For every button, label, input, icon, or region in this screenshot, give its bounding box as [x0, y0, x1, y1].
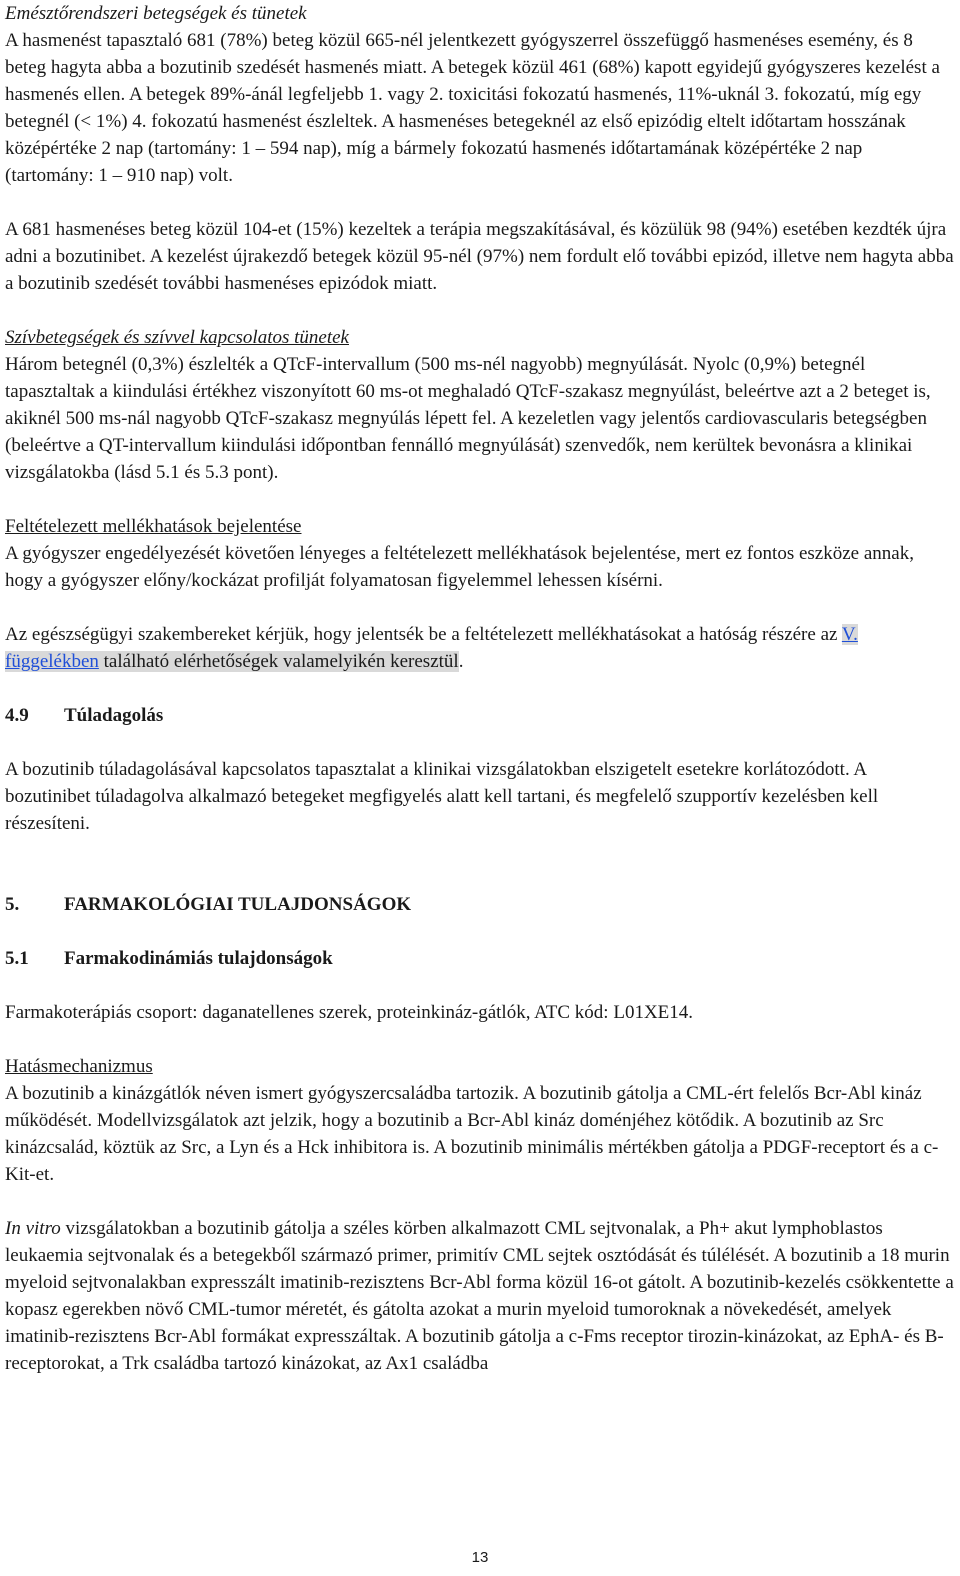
- pharmacological-section-number: 5.: [5, 894, 20, 915]
- in-vitro-text: vizsgálatokban a bozutinib gátolja a széles körben alkalmazott CML sejtvonalak, a Ph+ akut lymphoblastos leukaemia sejtvonalak és a betegekből származó primer, primitív CML sejtek osztódását és túlélését. A bozutinib a 18 murin myeloid sejtvonalakban expresszált imatinib-rezisztens Bcr-Abl forma közül 16-ot gátolt. A bozutinib-kezelés csökkentette a kopasz egerekben növő CML-tumor méretét, és gátolta azokat a murin myeloid tumoroknak a növekedését, amelyek imatinib-rezisztens Bcr-Abl formákat expresszáltak. A bozutinib gátolja a c-Fms receptor tirozin-kinázokat, az EphA- és B-receptorokat, a Trk családba tartozó kinázokat, az Ax1 családba: [5, 1218, 954, 1374]
- overdose-heading: [5, 702, 955, 729]
- in-vitro-paragraph: [5, 1215, 955, 1377]
- gi-paragraph-2: A 681 hasmenéses beteg közül 104-et (15%) kezeltek a terápia megszakításával, és közülük 98 (94%) esetében kezdték újra adni a bozutinibet. A kezelést újrakezdő betegek közül 95-nél (97%) nem fordult elő további epizód, illetve nem hagyta abba a bozutinib szedését további hasmenéses epizódok miatt.: [5, 219, 954, 294]
- pharmacodynamic-section-title: Farmakodinámiás tulajdonságok: [64, 948, 333, 969]
- page-number: 13: [471, 1549, 489, 1566]
- reporting-text-before-link: Az egészségügyi szakembereket kérjük, hogy jelentsék be a feltételezett mellékhatásokat a hatóság részére az: [5, 624, 842, 645]
- mechanism-title: Hatásmechanizmus: [5, 1056, 153, 1077]
- overdose-section-title: Túladagolás: [64, 705, 164, 726]
- pharmacodynamic-heading: [5, 945, 955, 972]
- reporting-text-after-link: található elérhetőségek valamelyikén keresztül: [98, 651, 459, 672]
- pharmacological-section-title: FARMAKOLÓGIAI TULAJDONSÁGOK: [64, 894, 412, 915]
- pharmacotherapeutic-group: Farmakoterápiás csoport: daganatellenes szerek, proteinkináz-gátlók, ATC kód: L01XE14.: [5, 1002, 694, 1023]
- pharmacodynamic-section-number: 5.1: [5, 948, 29, 969]
- document-page: [5, 0, 955, 1377]
- reporting-text-end: .: [458, 651, 464, 672]
- gi-section-title: Emésztőrendszeri betegségek és tünetek: [5, 3, 307, 24]
- overdose-paragraph-1: A bozutinib túladagolásával kapcsolatos tapasztalat a klinikai vizsgálatokban elszigetelt esetekre korlátozódott. A bozutinibet túladagolva alkalmazó betegeket megfigyelés alatt kell tartani, és megfelelő szupportív kezelésben kell részesíteni.: [5, 759, 879, 834]
- reporting-paragraph-1: A gyógyszer engedélyezését követően lényeges a feltételezett mellékhatások bejelentése, mert ez fontos eszköze annak, hogy a gyógyszer előny/kockázat profilját folyamatosan figyelemmel lehessen kísérni.: [5, 543, 914, 591]
- overdose-section-number: 4.9: [5, 705, 29, 726]
- cardiac-section-title: Szívbetegségek és szívvel kapcsolatos tünetek: [5, 327, 349, 348]
- pharmacological-heading: [5, 891, 955, 918]
- cardiac-paragraph-1: Három betegnél (0,3%) észlelték a QTcF-intervallum (500 ms-nél nagyobb) megnyúlását. Nyolc (0,9%) betegnél tapasztaltak a kiindulási értékhez viszonyított 60 ms-ot meghaladó QTcF-szakasz megnyúlást, beleértve azt a 2 beteget is, akiknél 500 ms-nál nagyobb QTcF-szakasz megnyúlás lépett fel. A kezeletlen vagy jelentős cardiovascularis betegségben (beleértve a QT-intervallum kiindulási időpontban fennálló megnyúlását) szenvedők, nem kerültek bevonásra a klinikai vizsgálatokba (lásd 5.1 és 5.3 pont).: [5, 354, 931, 483]
- reporting-paragraph-2: [5, 621, 955, 675]
- gi-paragraph-1: A hasmenést tapasztaló 681 (78%) beteg közül 665-nél jelentkezett gyógyszerrel összefüggő hasmenéses esemény, és 8 beteg hagyta abba a bozutinib szedését hasmenés miatt. A betegek közül 461 (68%) kapott egyidejű gyógyszeres kezelést a hasmenés ellen. A betegek 89%-ánál legfeljebb 1. vagy 2. toxicitási fokozatú hasmenés, 11%-uknál 3. fokozatú, míg egy betegnél (< 1%) 4. fokozatú hasmenést észleltek. A hasmenéses betegeknél az első epizódig eltelt időtartam hosszának középértéke 2 nap (tartomány: 1 – 594 nap), míg a bármely fokozatú hasmenés időtartamának középértéke 2 nap (tartomány: 1 – 910 nap) volt.: [5, 30, 940, 186]
- in-vitro-term: In vitro: [5, 1218, 61, 1239]
- reporting-section-title: Feltételezett mellékhatások bejelentése: [5, 516, 302, 537]
- mechanism-paragraph: A bozutinib a kinázgátlók néven ismert gyógyszercsaládba tartozik. A bozutinib gátolja a CML-ért felelős Bcr-Abl kináz működését. Modellvizsgálatok azt jelzik, hogy a bozutinib a Bcr-Abl kináz doménjéhez kötődik. A bozutinib az Src kinázcsalád, köztük az Src, a Lyn és a Hck inhibitora is. A bozutinib minimális mértékben gátolja a PDGF-receptort és a c-Kit-et.: [5, 1083, 939, 1185]
- appendix-v-link[interactable]: V. függelékben: [5, 624, 858, 672]
